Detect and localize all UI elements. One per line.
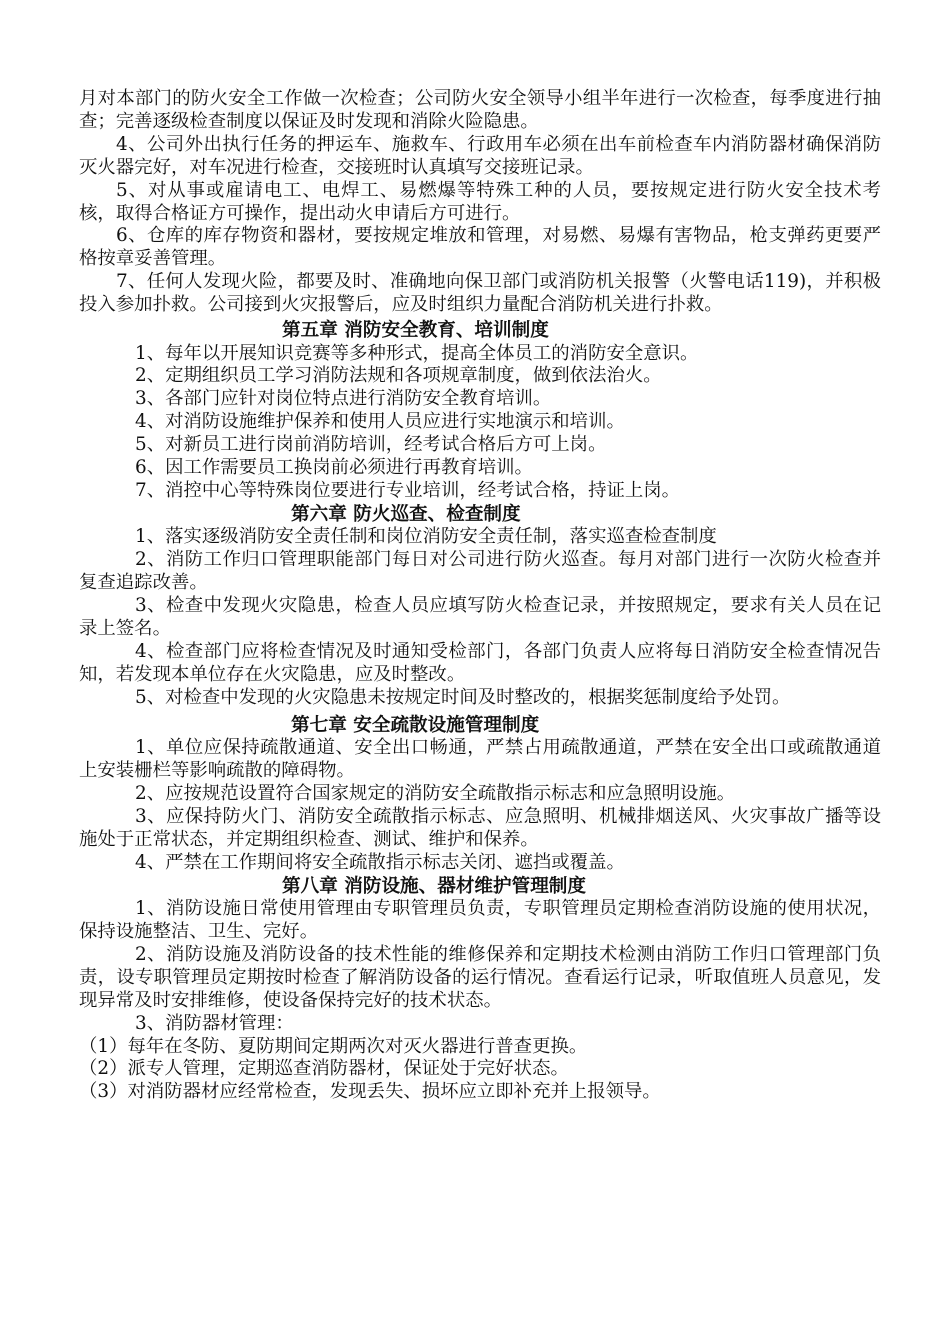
chapter8-item-2: 2、消防设施及消防设备的技术性能的维修保养和定期技术检测由消防工作归口管理部门负责，设专职管理员定期按时检查了解消防设备的运行情况。查看运行记录，听取值班人员意见，发现异常及时安排维修，使设备保持完好的技术状态。: [79, 943, 881, 1011]
chapter5-item-3: 3、各部门应针对岗位特点进行消防安全教育培训。: [135, 388, 552, 410]
chapter7-item-2: 2、应按规范设置符合国家规定的消防安全疏散指示标志和应急照明设施。: [135, 782, 736, 804]
chapter5-item-7: 7、消控中心等特殊岗位要进行专业培训，经考试合格，持证上岗。: [135, 480, 681, 501]
chapter8-item-1: 1、消防设施日常使用管理由专职管理员负责，专职管理员定期检查消防设施的使用状况，保持设施整洁、卫生、完好。: [79, 898, 881, 942]
chapter8-subitem-3: （3）对消防器材应经常检查，发现丢失、损坏应立即补充并上报领导。: [79, 1081, 661, 1103]
chapter8-subitem-1: （1）每年在冬防、夏防期间定期两次对灭火器进行普查更换。: [79, 1035, 588, 1057]
chapter5-item-4: 4、对消防设施维护保养和使用人员应进行实地演示和培训。: [135, 411, 625, 433]
intro-item-6: 6、仓库的库存物资和器材，要按规定堆放和管理，对易燃、易爆有害物品，枪支弹药更要严格按章妥善管理。: [79, 225, 881, 270]
chapter6-item-5: 5、对检查中发现的火灾隐患未按规定时间及时整改的，根据奖惩制度给予处罚。: [135, 686, 791, 708]
chapter6-title: 第六章 防火巡查、检查制度: [291, 503, 521, 525]
chapter6-item-3: 3、检查中发现火灾隐患，检查人员应填写防火检查记录，并按照规定，要求有关人员在记录上签名。: [79, 595, 881, 640]
intro-paragraph-continued: 月对本部门的防火安全工作做一次检查；公司防火安全领导小组半年进行一次检查，每季度进行抽查；完善逐级检查制度以保证及时发现和消除火险隐患。: [79, 88, 881, 132]
chapter7-item-1: 1、单位应保持疏散通道、安全出口畅通，严禁占用疏散通道，严禁在安全出口或疏散通道上安装栅栏等影响疏散的障碍物。: [79, 737, 881, 782]
chapter8-item-3: 3、消防器材管理：: [135, 1012, 294, 1034]
intro-item-5: 5、对从事或雇请电工、电焊工、易燃爆等特殊工种的人员，要按规定进行防火安全技术考核，取得合格证方可操作，提出动火申请后方可进行。: [79, 179, 881, 224]
chapter7-item-3: 3、应保持防火门、消防安全疏散指示标志、应急照明、机械排烟送风、火灾事故广播等设施处于正常状态，并定期组织检查、测试、维护和保养。: [79, 805, 881, 850]
chapter8-title: 第八章 消防设施、器材维护管理制度: [282, 875, 586, 897]
chapter8-subitem-2: （2）派专人管理，定期巡查消防器材，保证处于完好状态。: [79, 1058, 569, 1080]
intro-item-7: 7、任何人发现火险，都要及时、准确地向保卫部门或消防机关报警（火警电话119)，并积极投入参加扑救。公司接到火灾报警后，应及时组织力量配合消防机关进行扑救。: [79, 271, 881, 316]
chapter6-item-4: 4、检查部门应将检查情况及时通知受检部门，各部门负责人应将每日消防安全检查情况告知，若发现本单位存在火灾隐患，应及时整改。: [79, 640, 881, 685]
chapter6-item-1: 1、落实逐级消防安全责任制和岗位消防安全责任制，落实巡查检查制度: [135, 526, 717, 548]
chapter5-item-2: 2、定期组织员工学习消防法规和各项规章制度，做到依法治火。: [135, 365, 662, 387]
chapter7-title: 第七章 安全疏散设施管理制度: [291, 714, 540, 736]
intro-item-4: 4、公司外出执行任务的押运车、施救车、行政用车必须在出车前检查车内消防器材确保消防灭火器完好，对车况进行检查，交接班时认真填写交接班记录。: [79, 133, 881, 178]
chapter5-title: 第五章 消防安全教育、培训制度: [282, 320, 549, 342]
chapter5-item-6: 6、因工作需要员工换岗前必须进行再教育培训。: [135, 457, 533, 479]
chapter5-item-5: 5、对新员工进行岗前消防培训，经考试合格后方可上岗。: [135, 434, 607, 456]
document-page: [79, 88, 881, 1104]
chapter5-item-1: 1、每年以开展知识竞赛等多种形式，提高全体员工的消防安全意识。: [135, 342, 699, 364]
chapter7-item-4: 4、严禁在工作期间将安全疏散指示标志关闭、遮挡或覆盖。: [135, 851, 625, 873]
chapter6-item-2: 2、消防工作归口管理职能部门每日对公司进行防火巡查。每月对部门进行一次防火检查并复查追踪改善。: [79, 549, 881, 594]
